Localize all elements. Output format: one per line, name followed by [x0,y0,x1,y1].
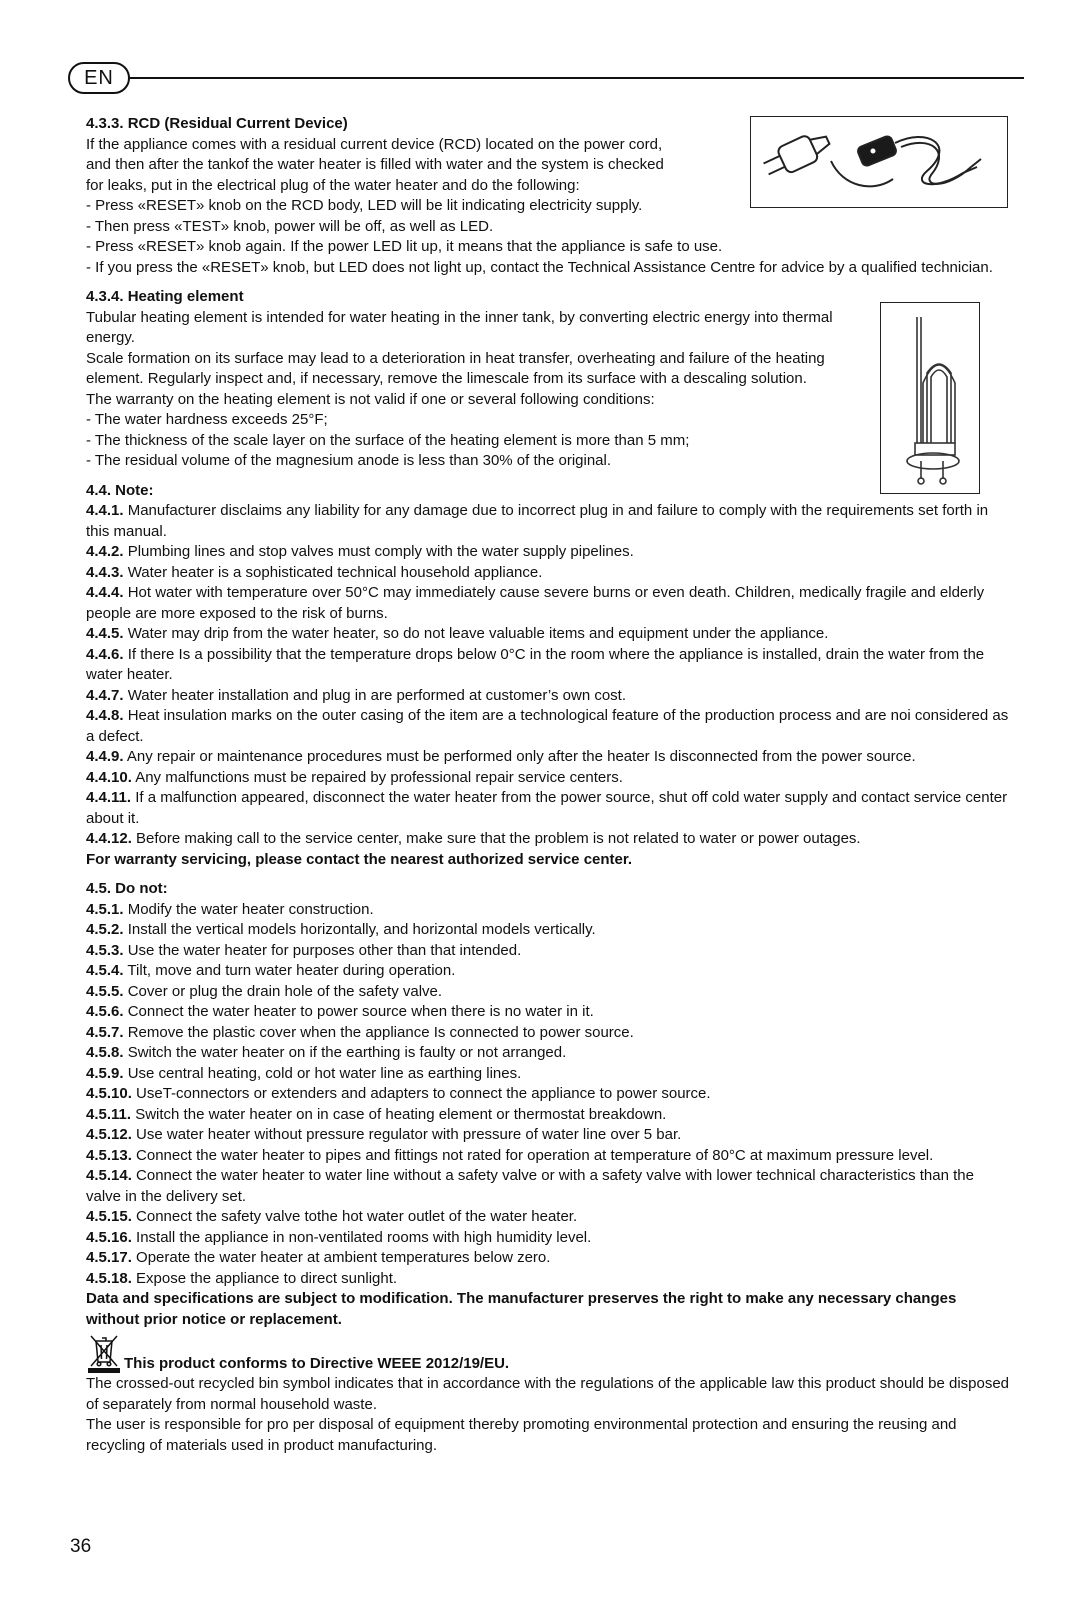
item-number: 4.4.9. [86,748,124,765]
item-number: 4.5.11. [86,1105,132,1123]
weee-paragraph: The crossed-out recycled bin symbol indicates that in accordance with the regulations of the applicable law this product should be disposed of separately from normal household waste. [86,1375,1010,1413]
item-text: Switch the water heater on in case of heating element or thermostat breakdown. [131,1105,667,1123]
rcd-line: - Press «RESET» knob again. If the power LED lit up, it means that the appliance is safe to use. [86,238,723,255]
item-number: 4.4.8. [86,707,124,724]
item-number: 4.4.4. [86,584,124,601]
heating-line: - The thickness of the scale layer on the surface of the heating element is more than 5 mm; [86,431,690,449]
item-number: 4.4.12. [86,830,132,847]
rcd-line: - If you press the «RESET» knob, but LED does not light up, contact the Technical Assistance Centre for advice by a qualified technician. [86,258,993,276]
rcd-line: for leaks, put in the electrical plug of the water heater and do the following: [86,176,580,194]
donot-item [86,1228,1010,1249]
weee-heading: This product conforms to Directive WEEE 2012/19/EU. [124,1354,510,1372]
donot-item [86,961,1010,982]
item-text: Water heater is a sophisticated technical household appliance. [123,563,543,581]
item-text: Any repair or maintenance procedures must be performed only after the heater Is disconnected from the power source. [123,748,916,765]
rcd-line: If the appliance comes with a residual current device (RCD) located on the power cord, [86,135,663,153]
donot-item [86,1064,1010,1085]
heating-line: Tubular heating element is intended for water heating in the inner tank, by converting electric energy into thermal energy. [86,308,833,346]
item-number: 4.5.9. [86,1064,124,1082]
item-text: Connect the water heater to power source when there is no water in it. [123,1003,594,1020]
item-number: 4.5.13. [86,1146,132,1164]
main-content [86,114,1010,1456]
note-item [86,686,1010,707]
item-text: Switch the water heater on if the earthing is faulty or not arranged. [123,1044,567,1061]
page-header [68,62,1024,94]
weee-heading-row [86,1332,1010,1374]
note-item [86,768,1010,789]
item-text: UseT-connectors or extenders and adapters to connect the appliance to power source. [131,1085,711,1102]
header-rule [128,77,1024,79]
item-number: 4.5.6. [86,1003,124,1020]
page-number: 36 [70,1536,92,1557]
weee-paragraph: The user is responsible for pro per disposal of equipment thereby promoting environmental protection and ensuring the reusing and recycling of materials used in product manufacturing. [86,1416,957,1454]
donot-item [86,1269,1010,1290]
item-number: 4.5.17. [86,1249,132,1266]
donot-item [86,1166,1010,1207]
heating-line: Scale formation on its surface may lead to a deterioration in heat transfer, overheating and failure of the heating element. Regularly inspect and, if necessary, remove the limescale from its surface with a descaling solution. [86,349,825,387]
item-number: 4.5.7. [86,1023,124,1041]
item-number: 4.5.5. [86,982,124,1000]
item-number: 4.5.8. [86,1044,124,1061]
rcd-line: and then after the tankof the water heater is filled with water and the system is checked [86,156,664,173]
item-text: Connect the safety valve tothe hot water outlet of the water heater. [131,1208,578,1225]
heating-line: The warranty on the heating element is not valid if one or several following conditions: [86,390,655,408]
item-number: 4.5.14. [86,1167,132,1184]
note-section [86,481,1010,871]
donot-item [86,1002,1010,1023]
item-number: 4.4.2. [86,543,124,560]
donot-item [86,1105,1010,1126]
note-item [86,747,1010,768]
item-text: Use the water heater for purposes other than that intended. [123,941,522,959]
item-text: Water heater installation and plug in are performed at customer’s own cost. [123,686,627,704]
item-text: Connect the water heater to water line without a safety valve or with a safety valve with lower technical characteristics than the valve in the delivery set. [86,1167,974,1205]
donot-item [86,1125,1010,1146]
item-number: 4.4.6. [86,645,124,663]
note-item [86,583,1010,624]
donot-item [86,1146,1010,1167]
item-number: 4.5.3. [86,941,124,959]
note-item [86,563,1010,584]
note-item [86,829,1010,850]
donot-item [86,920,1010,941]
donot-item [86,941,1010,962]
item-number: 4.5.2. [86,921,124,938]
note-item [86,706,1010,747]
note-item [86,788,1010,829]
item-text: Heat insulation marks on the outer casing of the item are a technological feature of the production process and are noi considered as a defect. [86,707,1009,745]
language-badge: EN [68,62,130,94]
item-text: If there Is a possibility that the temperature drops below 0°C in the room where the appliance is installed, drain the water from the water heater. [86,645,985,683]
item-text: Connect the water heater to pipes and fittings not rated for operation at temperature of 80°C at maximum pressure level. [131,1146,934,1164]
item-number: 4.5.1. [86,900,124,918]
donot-item [86,1207,1010,1228]
donot-item [86,1043,1010,1064]
donot-section [86,879,1010,1330]
item-text: If a malfunction appeared, disconnect the water heater from the power source, shut off cold water supply and contact service center about it. [86,789,1008,827]
donot-item [86,1248,1010,1269]
item-text: Cover or plug the drain hole of the safety valve. [123,982,443,1000]
donot-heading: 4.5. Do not: [86,880,168,897]
item-text: Hot water with temperature over 50°C may immediately cause severe burns or even death. Children, medically fragile and elderly people are more exposed to the risk of burns. [86,584,985,622]
note-heading: 4.4. Note: [86,481,154,499]
item-number: 4.4.11. [86,789,132,806]
item-text: Expose the appliance to direct sunlight. [131,1269,398,1287]
item-text: Modify the water heater construction. [123,900,374,918]
item-number: 4.4.7. [86,686,124,704]
item-text: Remove the plastic cover when the appliance Is connected to power source. [123,1023,634,1041]
item-number: 4.4.10. [86,768,132,786]
note-item [86,624,1010,645]
item-number: 4.5.4. [86,962,124,979]
rcd-heading: 4.3.3. RCD (Residual Current Device) [86,115,348,132]
item-text: Use central heating, cold or hot water line as earthing lines. [123,1064,522,1082]
heating-heading: 4.3.4. Heating element [86,288,244,305]
heating-line: - The water hardness exceeds 25°F; [86,411,328,428]
donot-item [86,982,1010,1003]
item-text: Tilt, move and turn water heater during operation. [123,962,456,979]
item-number: 4.4.3. [86,563,124,581]
item-text: Use water heater without pressure regulator with pressure of water line over 5 bar. [131,1126,682,1143]
item-text: Water may drip from the water heater, so do not leave valuable items and equipment under the appliance. [123,625,829,642]
item-text: Manufacturer disclaims any liability for any damage due to incorrect plug in and failure to comply with the requirements set forth in this manual. [86,502,989,540]
rcd-line: - Then press «TEST» knob, power will be off, as well as LED. [86,217,494,235]
item-text: Install the vertical models horizontally, and horizontal models vertically. [123,921,596,938]
item-number: 4.5.12. [86,1126,132,1143]
item-number: 4.4.5. [86,625,124,642]
item-text: Before making call to the service center, make sure that the problem is not related to water or power outages. [131,830,861,847]
item-number: 4.5.10. [86,1085,132,1102]
heating-line: - The residual volume of the magnesium anode is less than 30% of the original. [86,452,612,469]
disclaimer: Data and specifications are subject to modification. The manufacturer preserves the right to make any necessary changes without prior notice or replacement. [86,1290,957,1328]
donot-item [86,1084,1010,1105]
rcd-section [86,114,1010,278]
heating-section [86,287,876,472]
item-number: 4.5.18. [86,1269,132,1287]
item-text: Operate the water heater at ambient temperatures below zero. [131,1249,551,1266]
item-text: Any malfunctions must be repaired by professional repair service centers. [131,768,623,786]
item-text: Plumbing lines and stop valves must comply with the water supply pipelines. [123,543,634,560]
note-item [86,542,1010,563]
item-text: Install the appliance in non-ventilated rooms with high humidity level. [131,1228,592,1246]
item-number: 4.4.1. [86,502,124,519]
warranty-notice: For warranty servicing, please contact the nearest authorized service center. [86,850,633,868]
weee-bin-icon [86,1332,122,1374]
item-number: 4.5.16. [86,1228,132,1246]
rcd-line: - Press «RESET» knob on the RCD body, LED will be lit indicating electricity supply. [86,197,643,214]
item-number: 4.5.15. [86,1208,132,1225]
note-item [86,645,1010,686]
donot-item [86,1023,1010,1044]
weee-section [86,1332,1010,1456]
donot-item [86,900,1010,921]
note-item [86,501,1010,542]
